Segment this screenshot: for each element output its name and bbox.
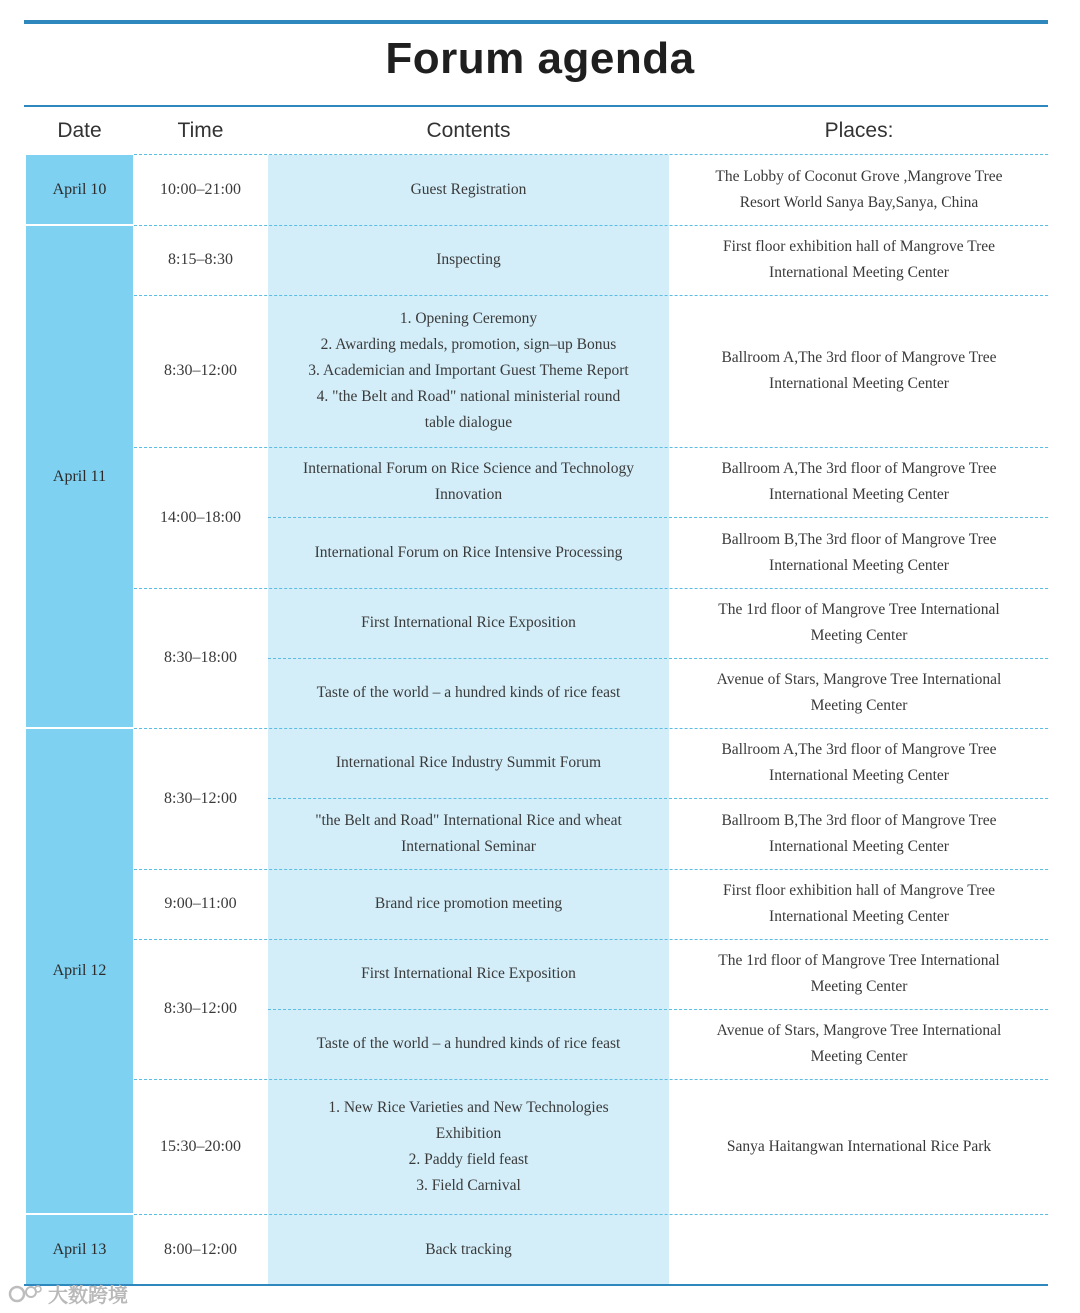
header-contents: Contents [426,119,511,142]
row-separator [134,447,1048,448]
place-cell [670,798,1048,869]
time-cell [134,728,267,869]
place-cell [670,658,1048,728]
content-cell [268,728,669,798]
place-cell [670,1079,1048,1214]
content-cell [268,588,669,658]
row-separator [134,1079,1048,1080]
date-label: April 11 [52,467,107,485]
place-text: The 1rd floor of Mangrove Tree International Meeting Center [718,601,1000,644]
content-text: International Forum on Rice Science and Technology Innovation [303,460,634,503]
time-cell [134,447,267,588]
row-separator [134,869,1048,870]
date-cell [26,155,133,225]
content-text: International Forum on Rice Intensive Processing [314,543,623,561]
content-text: 1. New Rice Varieties and New Technologies Exhibition 2. Paddy field feast 3. Field Carnival [328,1098,609,1194]
content-text: International Rice Industry Summit Forum [335,754,602,771]
place-text: First floor exhibition hall of Mangrove Tree International Meeting Center [722,882,996,925]
row-separator [134,728,1048,729]
row-separator [134,588,1048,589]
sub-row-separator [268,517,1048,518]
top-rule [24,20,1048,24]
row-separator [134,295,1048,296]
watermark-text: 大数跨境 [48,1283,128,1307]
content-text: First International Rice Exposition [361,614,576,631]
content-cell [268,155,669,225]
sub-row-separator [268,658,1048,659]
place-cell [670,588,1048,658]
date-label: April 13 [52,1240,107,1258]
date-separator [26,727,133,729]
header-date: Date [57,119,102,142]
content-cell [268,869,669,939]
place-text: The 1rd floor of Mangrove Tree International Meeting Center [718,952,1000,995]
row-separator [134,939,1048,940]
time-cell [134,155,267,225]
content-text: Taste of the world – a hundred kinds of rice feast [316,684,621,701]
place-text: Ballroom B,The 3rd floor of Mangrove Tree International Meeting Center [721,530,997,574]
place-text: Ballroom B,The 3rd floor of Mangrove Tree International Meeting Center [721,811,997,855]
place-text: First floor exhibition hall of Mangrove Tree International Meeting Center [722,238,996,281]
place-text: The Lobby of Coconut Grove ,Mangrove Tree Resort World Sanya Bay,Sanya, China [715,168,1003,211]
time-text: 9:00–11:00 [164,895,237,912]
place-text: Sanya Haitangwan International Rice Park [726,1137,992,1155]
content-text: Taste of the world – a hundred kinds of rice feast [316,1035,621,1052]
content-cell [268,517,669,588]
place-cell [670,517,1048,588]
place-text: Avenue of Stars, Mangrove Tree International Meeting Center [716,671,1002,714]
time-text: 8:15–8:30 [168,251,233,268]
place-cell [670,939,1048,1009]
watermark [8,1279,128,1308]
place-cell [670,728,1048,798]
place-cell [670,225,1048,295]
time-text: 10:00–21:00 [160,181,241,198]
page-title: Forum agenda [385,34,695,83]
sub-row-separator [268,1009,1048,1010]
time-cell [134,939,267,1079]
content-text: Back tracking [425,1240,512,1258]
time-cell [134,1214,267,1285]
content-cell [268,447,669,517]
content-text: Inspecting [436,251,501,268]
date-label: April 12 [52,962,107,979]
date-cell [26,728,133,1214]
time-text: 8:30–12:00 [164,1000,237,1017]
date-separator [26,224,133,226]
place-cell [670,155,1048,225]
watermark-logo-icon [8,1283,42,1305]
place-cell [670,1009,1048,1079]
date-separator [26,1213,133,1215]
header-places: Places: [824,119,894,142]
time-text: 8:30–18:00 [164,649,237,666]
row-separator [134,154,1048,155]
time-cell [134,869,267,939]
time-text: 14:00–18:00 [160,508,241,526]
row-separator [134,1214,1048,1215]
content-cell [268,225,669,295]
content-text: Guest Registration [410,181,527,198]
date-label: April 10 [52,181,107,198]
content-cell [268,658,669,728]
content-cell [268,295,669,447]
place-text: Ballroom A,The 3rd floor of Mangrove Tree International Meeting Center [721,460,997,503]
place-text: Avenue of Stars, Mangrove Tree International Meeting Center [716,1022,1002,1065]
place-cell [670,447,1048,517]
content-text: First International Rice Exposition [361,965,576,982]
place-cell [670,869,1048,939]
time-text: 15:30–20:00 [160,1137,241,1155]
content-cell [268,1214,669,1285]
time-text: 8:30–12:00 [164,789,237,807]
place-cell [670,295,1048,447]
content-cell [268,939,669,1009]
content-text: 1. Opening Ceremony 2. Awarding medals, promotion, sign–up Bonus 3. Academician and Important Guest Theme Report 4. "the Belt and Road" national ministerial round table dialogue [308,310,629,431]
date-cell [26,225,133,728]
content-cell [268,798,669,869]
place-text: Ballroom A,The 3rd floor of Mangrove Tree International Meeting Center [721,349,997,392]
time-text: 8:30–12:00 [164,362,237,379]
content-cell [268,1009,669,1079]
sub-row-separator [268,798,1048,799]
bottom-rule [24,1284,1048,1286]
date-cell [26,1214,133,1285]
time-text: 8:00–12:00 [164,1240,237,1258]
time-cell [134,588,267,728]
row-separator [134,225,1048,226]
place-cell [670,1214,1048,1285]
header-time: Time [177,119,224,142]
content-text: "the Belt and Road" International Rice and wheat International Seminar [315,811,622,855]
content-cell [268,1079,669,1214]
content-text: Brand rice promotion meeting [374,895,563,912]
time-cell [134,225,267,295]
time-cell [134,1079,267,1214]
place-text: Ballroom A,The 3rd floor of Mangrove Tree International Meeting Center [721,741,997,784]
time-cell [134,295,267,447]
